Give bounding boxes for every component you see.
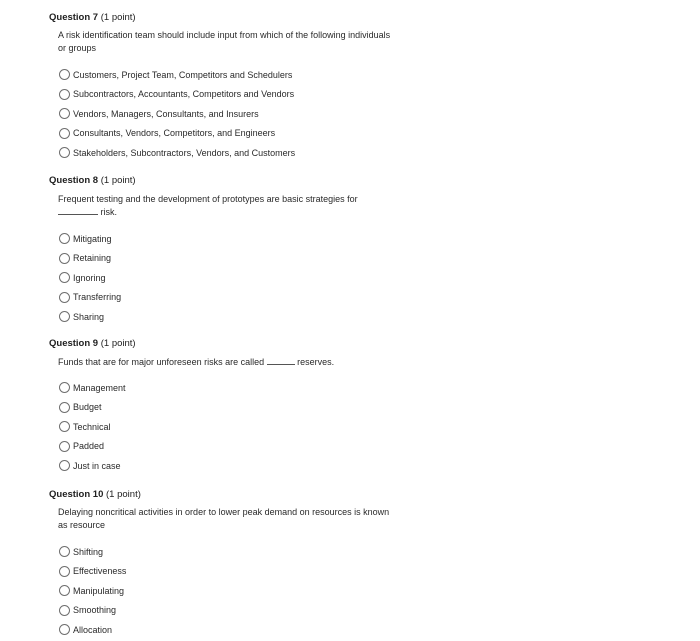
- radio-button[interactable]: [59, 272, 70, 283]
- answer-option[interactable]: [59, 143, 295, 163]
- answer-option[interactable]: [59, 398, 126, 418]
- radio-button[interactable]: [59, 605, 70, 616]
- radio-button[interactable]: [59, 585, 70, 596]
- answer-option[interactable]: [59, 562, 126, 582]
- radio-button[interactable]: [59, 108, 70, 119]
- answer-option[interactable]: [59, 620, 126, 640]
- fill-in-blank: [267, 358, 295, 365]
- question-text-after: reserves.: [297, 357, 335, 367]
- radio-button[interactable]: [59, 147, 70, 158]
- answer-option[interactable]: [59, 85, 295, 105]
- radio-button[interactable]: [59, 69, 70, 80]
- option-label[interactable]: Ignoring: [73, 272, 106, 283]
- answer-option[interactable]: [59, 307, 121, 327]
- answer-option[interactable]: [59, 229, 121, 249]
- answer-option[interactable]: [59, 124, 295, 144]
- radio-button[interactable]: [59, 460, 70, 471]
- question-8: [49, 175, 409, 322]
- option-label[interactable]: Manipulating: [73, 585, 125, 596]
- question-10: [49, 489, 409, 635]
- answer-options: [59, 542, 126, 640]
- question-points: (1 point): [100, 175, 136, 186]
- answer-options: [59, 65, 295, 163]
- option-label[interactable]: Padded: [73, 441, 105, 452]
- option-label[interactable]: Stakeholders, Subcontractors, Vendors, and Customers: [73, 147, 296, 158]
- option-label[interactable]: Management: [73, 382, 126, 393]
- answer-option[interactable]: [59, 417, 126, 437]
- option-label[interactable]: Shifting: [73, 546, 104, 557]
- question-text: [58, 356, 398, 369]
- question-title: Question 8: [49, 175, 99, 186]
- option-label[interactable]: Effectiveness: [73, 566, 127, 577]
- question-points: (1 point): [100, 12, 136, 23]
- question-header: [49, 12, 409, 24]
- radio-button[interactable]: [59, 441, 70, 452]
- option-label[interactable]: Just in case: [73, 460, 121, 471]
- radio-button[interactable]: [59, 402, 70, 413]
- question-points: (1 point): [106, 489, 141, 500]
- question-title: Question 7: [49, 12, 99, 23]
- radio-button[interactable]: [59, 624, 70, 635]
- question-header: [49, 175, 409, 187]
- answer-option[interactable]: [59, 542, 126, 562]
- answer-option[interactable]: [59, 65, 295, 85]
- question-text-after: risk.: [100, 207, 118, 217]
- question-text: [58, 193, 398, 219]
- answer-options: [59, 229, 121, 327]
- option-label[interactable]: Mitigating: [73, 233, 112, 244]
- radio-button[interactable]: [59, 421, 70, 432]
- option-label[interactable]: Retaining: [73, 253, 112, 264]
- radio-button[interactable]: [59, 233, 70, 244]
- question-points: (1 point): [100, 338, 136, 349]
- answer-option[interactable]: [59, 456, 126, 476]
- radio-button[interactable]: [59, 128, 70, 139]
- answer-option[interactable]: [59, 601, 126, 621]
- answer-option[interactable]: [59, 104, 295, 124]
- option-label[interactable]: Transferring: [73, 292, 122, 303]
- option-label[interactable]: Technical: [73, 421, 111, 432]
- radio-button[interactable]: [59, 382, 70, 393]
- option-label[interactable]: Budget: [73, 402, 102, 413]
- question-title: Question 10: [49, 489, 104, 500]
- answer-option[interactable]: [59, 268, 121, 288]
- answer-option[interactable]: [59, 288, 121, 308]
- question-text-before: Frequent testing and the development of prototypes are basic strategies for: [58, 194, 358, 204]
- question-text: A risk identification team should include input from which of the following individuals or groups: [58, 30, 391, 53]
- answer-options: [59, 378, 126, 476]
- answer-option[interactable]: [59, 437, 126, 457]
- question-header: [49, 489, 409, 501]
- fill-in-blank: [58, 208, 98, 215]
- radio-button[interactable]: [59, 89, 70, 100]
- question-header: [49, 338, 409, 350]
- option-label[interactable]: Consultants, Vendors, Competitors, and Engineers: [73, 128, 276, 139]
- answer-option[interactable]: [59, 378, 126, 398]
- question-text: Delaying noncritical activities in order to lower peak demand on resources is known as resource: [58, 507, 390, 530]
- radio-button[interactable]: [59, 546, 70, 557]
- option-label[interactable]: Customers, Project Team, Competitors and Schedulers: [73, 69, 293, 80]
- radio-button[interactable]: [59, 566, 70, 577]
- question-7: [49, 12, 409, 158]
- option-label[interactable]: Subcontractors, Accountants, Competitors and Vendors: [73, 89, 295, 100]
- question-title: Question 9: [49, 338, 99, 349]
- option-label[interactable]: Vendors, Managers, Consultants, and Insurers: [73, 108, 259, 119]
- radio-button[interactable]: [59, 253, 70, 264]
- radio-button[interactable]: [59, 311, 70, 322]
- answer-option[interactable]: [59, 581, 126, 601]
- question-9: [49, 338, 409, 471]
- option-label[interactable]: Smoothing: [73, 605, 117, 616]
- option-label[interactable]: Sharing: [73, 311, 105, 322]
- answer-option[interactable]: [59, 249, 121, 269]
- radio-button[interactable]: [59, 292, 70, 303]
- option-label[interactable]: Allocation: [73, 624, 113, 635]
- question-text-before: Funds that are for major unforeseen risks are called: [58, 357, 265, 367]
